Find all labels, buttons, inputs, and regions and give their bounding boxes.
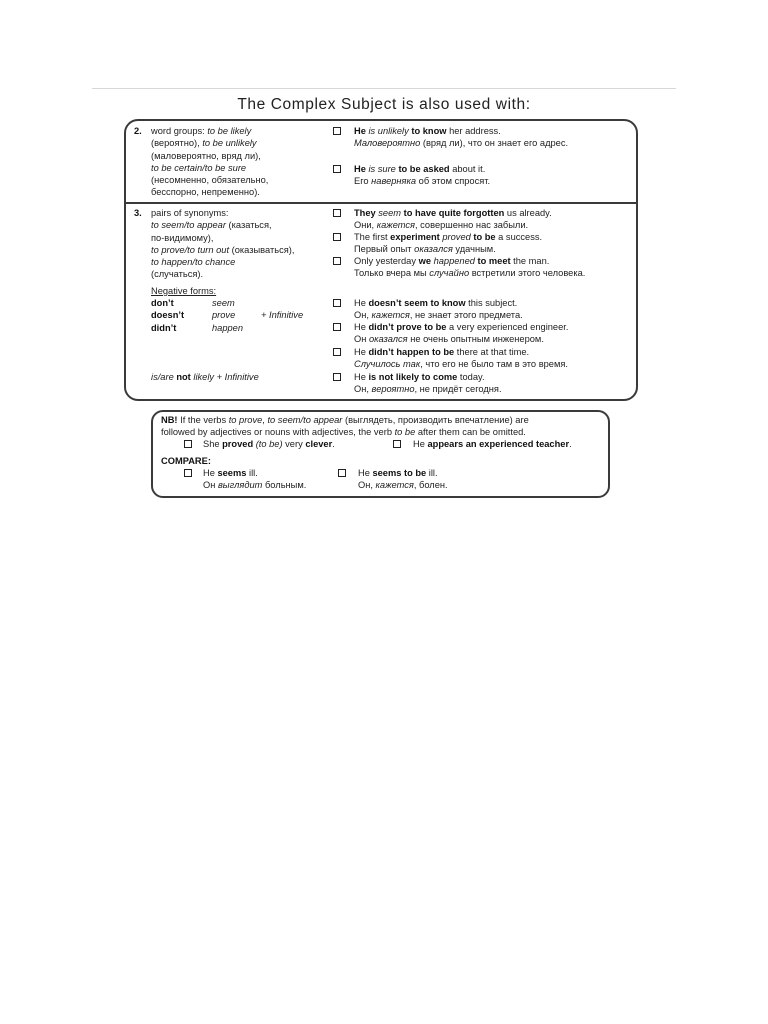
compare-item: He seems ill. Он выглядит больным. <box>203 468 307 491</box>
checkbox-icon <box>333 323 341 331</box>
example-item: He is sure to be asked about it. Его наверняка об этом спросят. <box>354 164 491 187</box>
page-title: The Complex Subject is also used with: <box>237 96 531 113</box>
nb-note: NB! If the verbs to prove, to seem/to appear (выглядеть, производить впечатление) are followed by adjectives or nouns with adjectives, the verb to be after them can be omitted. <box>161 415 529 438</box>
checkbox-icon <box>333 299 341 307</box>
negative-verb-list: seem prove happen <box>212 298 244 333</box>
compare-label: COMPARE: <box>161 456 211 466</box>
checkbox-icon <box>333 165 341 173</box>
checkbox-icon <box>333 233 341 241</box>
example-item: Only yesterday we happened to meet the man. Только вчера мы случайно встретили этого человека. <box>354 256 586 279</box>
checkbox-icon <box>333 127 341 135</box>
negative-forms-title: Negative forms: <box>151 286 217 296</box>
checkbox-icon <box>333 209 341 217</box>
section2-description: word groups: to be likely (вероятно), to be unlikely (маловероятно, вряд ли), to be certain/to be sure (несомненно, обязательно, бесспорно, непременно). <box>151 126 269 198</box>
nb-example: He appears an experienced teacher. <box>413 439 572 449</box>
nb-example: She proved (to be) very clever. <box>203 439 335 449</box>
negative-suffix: + Infinitive <box>261 310 304 320</box>
negative-aux-list: don’t doesn’t didn’t <box>151 298 185 333</box>
checkbox-icon <box>333 348 341 356</box>
top-rule <box>92 88 676 89</box>
table-divider <box>124 202 638 204</box>
example-item: He doesn’t seem to know this subject. Он, кажется, не знает этого предмета. <box>354 298 523 321</box>
example-item: The first experiment proved to be a success. Первый опыт оказался удачным. <box>354 232 543 255</box>
example-item: He didn’t prove to be a very experienced engineer. Он оказался не очень опытным инженером. <box>354 322 569 345</box>
section-number: 2. <box>134 126 142 136</box>
example-item: He is unlikely to know her address. Маловероятно (вряд ли), что он знает его адрес. <box>354 126 569 149</box>
section-number: 3. <box>134 208 142 218</box>
checkbox-icon <box>333 257 341 265</box>
compare-item: He seems to be ill. Он, кажется, болен. <box>358 468 448 491</box>
example-item: They seem to have quite forgotten us already. Они, кажется, совершенно нас забыли. <box>354 208 552 231</box>
example-item: He didn’t happen to be there at that time. Случилось так, что его не было там в это время. <box>354 347 568 370</box>
section3-description: pairs of synonyms: to seem/to appear (казаться, по-видимому), to prove/to turn out (оказываться), to happen/to chance (случаться). <box>151 208 295 280</box>
checkbox-icon <box>184 469 192 477</box>
checkbox-icon <box>393 440 401 448</box>
checkbox-icon <box>333 373 341 381</box>
example-item: He is not likely to come today. Он, вероятно, не придёт сегодня. <box>354 372 502 395</box>
checkbox-icon <box>338 469 346 477</box>
likely-line: is/are not likely + Infinitive <box>151 372 259 382</box>
checkbox-icon <box>184 440 192 448</box>
